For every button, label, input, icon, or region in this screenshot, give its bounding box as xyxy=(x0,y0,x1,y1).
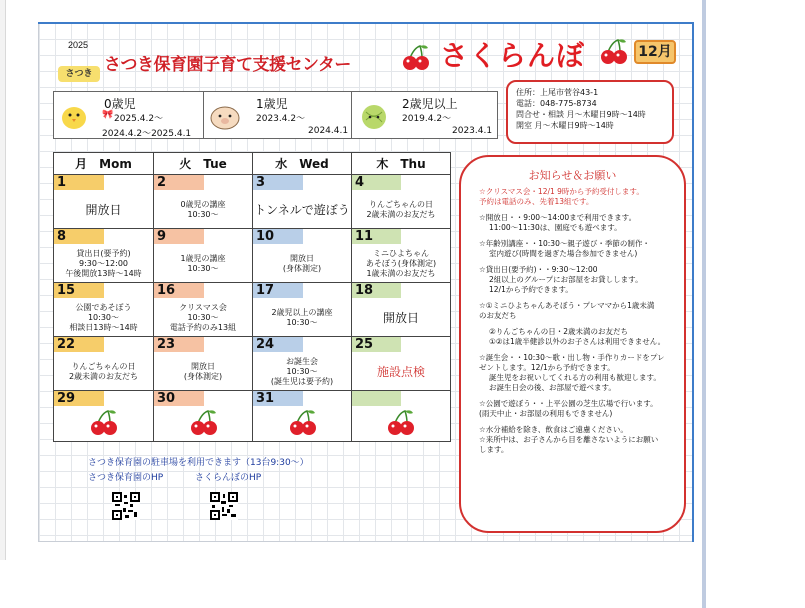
day-event-text: 1歳児の講座 10:30～ xyxy=(180,254,226,273)
calendar-day-cell xyxy=(352,337,450,391)
calendar-day-cell xyxy=(154,175,253,229)
date-number: 29 xyxy=(54,391,104,406)
weekday-header-tue: 火 Tue xyxy=(154,153,253,175)
date-number: 3 xyxy=(253,175,303,190)
weekday-header-thu: 木 Thu xyxy=(352,153,450,175)
age-group-2 xyxy=(352,92,497,138)
month-badge: 12月 xyxy=(634,40,676,64)
brand-name: さくらんぼ xyxy=(440,39,586,72)
calendar-day-cell xyxy=(154,283,253,337)
notice-line: 12/1から予約できます。 xyxy=(489,285,573,294)
pig-icon xyxy=(208,100,242,132)
phone: 電話：048-775-8734 xyxy=(516,99,597,108)
date-number: 17 xyxy=(253,283,303,298)
age-group-0 xyxy=(54,92,204,138)
calendar-day-cell xyxy=(54,229,154,283)
notice-line: ゼントします。12/1から予約できます。 xyxy=(479,363,615,372)
calendar-day-cell xyxy=(154,391,253,442)
cherry-icon xyxy=(400,44,432,72)
calendar-day-cell xyxy=(154,337,253,391)
day-event-text: 開放日 (身体測定) xyxy=(183,362,223,381)
date-number: 1 xyxy=(54,175,104,190)
age-range-line2: 2024.4.1 xyxy=(308,126,349,136)
center-name: さつき保育園子育て支援センター xyxy=(104,55,351,75)
date-number: 24 xyxy=(253,337,303,352)
age-range-line1: 2023.4.2～ xyxy=(256,114,306,124)
notice-line: ①②は1歳半健診以外のお子さんは利用できません。 xyxy=(489,337,666,346)
cherry-icon xyxy=(88,409,120,437)
notice-line: のお友だち xyxy=(479,311,517,320)
day-event-text: クリスマス会 10:30～ 電話予約のみ13組 xyxy=(169,303,237,332)
day-event-text: 貸出日(要予約) 9:30～12:00 午後開放13時～14時 xyxy=(65,249,142,278)
date-number: 8 xyxy=(54,229,104,244)
notice-line: 室内遊び(時間を過ぎた場合参加できません) xyxy=(489,249,638,258)
satsuki-logo: さつき xyxy=(58,66,100,82)
age-title: 1歳児 xyxy=(256,97,288,111)
day-event-text: 2歳児以上の講座 10:30～ xyxy=(271,308,333,327)
date-number: 9 xyxy=(154,229,204,244)
calendar-day-cell xyxy=(253,391,352,442)
chick-icon xyxy=(58,100,90,132)
cherry-icon xyxy=(598,38,630,66)
parking-note: さつき保育園の駐車場を利用できます（13台9:30～） xyxy=(88,458,309,468)
day-event-text: お誕生会 10:30～ (誕生児は要予約) xyxy=(270,357,334,386)
notice-line: ☆水分補給を除き、飲食はご遠慮ください。 xyxy=(479,425,628,434)
notice-line: ☆①ミニひよちゃんあそぼう・プレママから1歳未満 xyxy=(479,301,655,310)
date-number: 16 xyxy=(154,283,204,298)
age-title: 0歳児 xyxy=(104,97,136,111)
day-event-text: トンネルで遊ぼう xyxy=(254,203,350,217)
calendar-day-cell xyxy=(253,337,352,391)
notice-line: ☆公園で遊ぼう・・上平公園の芝生広場で行います。 xyxy=(479,399,658,408)
qr-code-icon[interactable] xyxy=(210,492,238,520)
notice-line: 11:00～11:30は、園庭でも遊べます。 xyxy=(489,223,622,232)
contact-info-box xyxy=(506,80,674,144)
date-number: 10 xyxy=(253,229,303,244)
notice-line: ☆年齢別講座・・10:30～親子遊び・季節の制作・ xyxy=(479,239,650,248)
calendar-day-cell xyxy=(352,229,450,283)
address: 住所：上尾市菅谷43-1 xyxy=(516,88,599,97)
notice-line: ☆クリスマス会・12/1 9時から予約受付します。 xyxy=(479,187,644,196)
satsuki-hp-link[interactable]: さつき保育園のHP xyxy=(88,473,164,483)
calendar-day-cell xyxy=(253,175,352,229)
calendar-day-cell xyxy=(352,283,450,337)
day-event-text: 公園であそぼう 10:30～ 相談日13時～14時 xyxy=(69,303,138,332)
date-number: 25 xyxy=(352,337,401,352)
calendar-grid xyxy=(53,152,451,442)
page-top-line xyxy=(38,22,694,24)
age-group-1 xyxy=(204,92,352,138)
day-event-text: 開放日 xyxy=(382,311,419,325)
date-number: 11 xyxy=(352,229,401,244)
date-number: 23 xyxy=(154,337,204,352)
notice-line: 2組以上のグループにお部屋をお貸しします。 xyxy=(489,275,643,284)
page-right-line xyxy=(692,22,694,542)
day-event-text: 開放日 (身体測定) xyxy=(282,254,322,273)
cherry-icon xyxy=(385,409,417,437)
age-title: 2歳児以上 xyxy=(402,97,458,111)
calendar-day-cell xyxy=(352,391,450,442)
calendar-day-cell xyxy=(54,283,154,337)
melon-icon xyxy=(358,100,390,132)
date-number: 31 xyxy=(253,391,303,406)
calendar-day-cell xyxy=(54,175,154,229)
calendar-day-cell xyxy=(54,337,154,391)
age-range-line2: 2023.4.1 xyxy=(452,126,493,136)
calendar-day-cell xyxy=(54,391,154,442)
date-number: 30 xyxy=(154,391,204,406)
open-hours: 開室 月～木曜日9時～14時 xyxy=(516,121,614,130)
day-event-text: りんごちゃんの日 2歳未満のお友だち xyxy=(68,362,139,381)
date-number: 4 xyxy=(352,175,401,190)
calendar-day-cell xyxy=(253,283,352,337)
date-number: 22 xyxy=(54,337,104,352)
ribbon-icon: 🎀 xyxy=(102,110,114,120)
notice-line: ☆貸出日(要予約)・・9:30～12:00 xyxy=(479,265,598,274)
calendar-day-cell xyxy=(253,229,352,283)
notice-line: 予約は電話のみ、先着13組です。 xyxy=(479,197,594,206)
notice-line: ②りんごちゃんの日・2歳未満のお友だち xyxy=(489,327,628,336)
age-group-box xyxy=(53,91,498,139)
sakuranbo-hp-link[interactable]: さくらんぼのHP xyxy=(195,473,262,483)
notice-line: します。 xyxy=(479,445,509,454)
calendar-day-cell xyxy=(154,229,253,283)
age-range-line1: 2025.4.2～ xyxy=(114,114,164,124)
notice-box xyxy=(459,155,686,533)
qr-code-icon[interactable] xyxy=(112,492,140,520)
day-event-text: 施設点検 xyxy=(376,365,425,379)
day-event-text: ミニひよちゃん あそぼう(身体測定) 1歳未満のお友だち xyxy=(365,249,437,278)
notice-line: 誕生児をお祝いしてくれる方の利用も歓迎します。 xyxy=(489,373,661,382)
notice-line: ☆開放日・・9:00～14:00まで利用できます。 xyxy=(479,213,637,222)
date-number xyxy=(352,391,401,406)
notice-line: お誕生日会の後、お部屋で遊べます。 xyxy=(489,383,616,392)
notice-line: (雨天中止・お部屋の利用もできません) xyxy=(479,409,613,418)
age-range-line1: 2019.4.2～ xyxy=(402,114,452,124)
calendar-day-cell xyxy=(352,175,450,229)
date-number: 15 xyxy=(54,283,104,298)
notice-line: ☆来所中は、お子さんから目を離さないようにお願い xyxy=(479,435,659,444)
day-event-text: 開放日 xyxy=(85,203,122,217)
day-event-text: 0歳児の講座 10:30～ xyxy=(180,200,226,219)
date-number: 2 xyxy=(154,175,204,190)
cherry-icon xyxy=(188,409,220,437)
notice-title: お知らせ＆お願い xyxy=(528,169,617,182)
left-edge xyxy=(0,0,6,560)
page-border-bar xyxy=(702,0,706,608)
cherry-icon xyxy=(287,409,319,437)
day-event-text: りんごちゃんの日 2歳未満のお友だち xyxy=(366,200,436,219)
date-number: 18 xyxy=(352,283,401,298)
weekday-header-mon: 月 Mom xyxy=(54,153,154,175)
weekday-header-wed: 水 Wed xyxy=(253,153,352,175)
year-label: 2025 xyxy=(68,40,89,50)
notice-line: ☆誕生会・・10:30～歌・出し物・手作りカードをプレ xyxy=(479,353,665,362)
age-range-line2: 2024.4.2～2025.4.1 xyxy=(102,129,192,139)
consult-hours: 問合せ・相談 月～木曜日9時～14時 xyxy=(516,110,646,119)
